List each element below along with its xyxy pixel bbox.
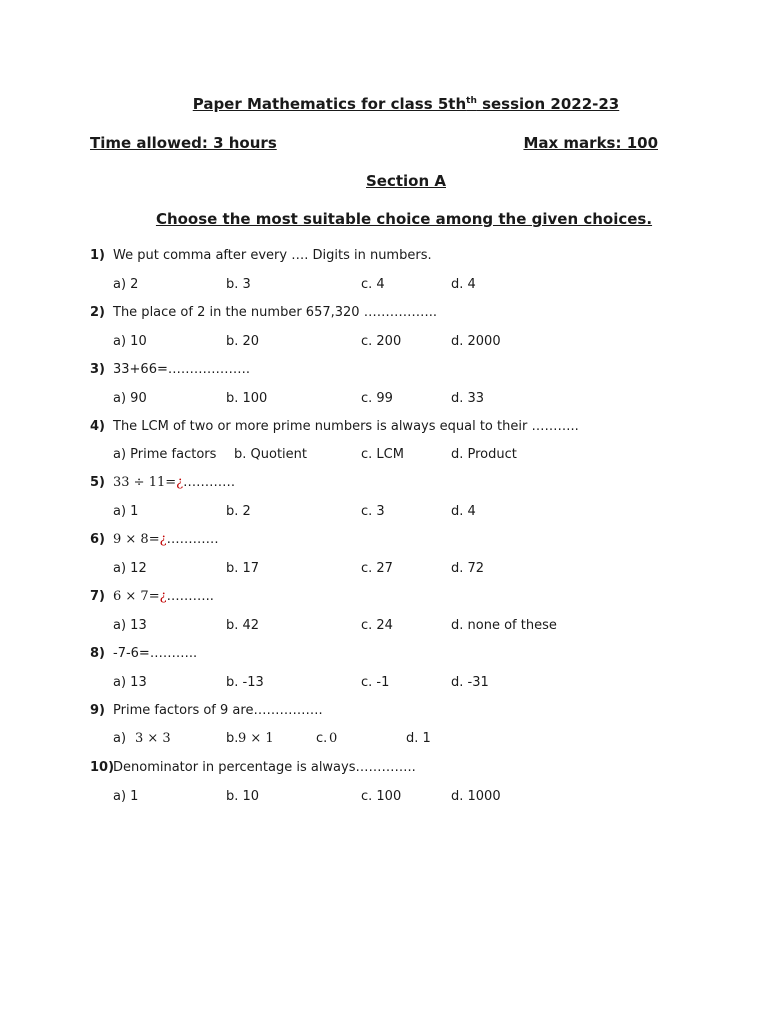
question-text	[113, 589, 214, 604]
question-number: 8)	[90, 646, 105, 661]
question-text: -7-6=………..	[113, 646, 198, 661]
title-session: session 2022-23	[476, 95, 620, 113]
option-c: c. 99	[361, 391, 393, 406]
option-a-expression: 3 × 3	[135, 731, 171, 746]
option-c: c. LCM	[361, 447, 404, 462]
option-d: d. -31	[451, 675, 489, 690]
option-b: b. 42	[226, 618, 260, 633]
option-d: d. 72	[451, 561, 485, 576]
section-heading: Section A	[366, 172, 446, 190]
question-mark-glyph: ¿	[176, 475, 184, 490]
paper-title	[0, 95, 768, 113]
options-7	[113, 618, 713, 636]
option-b-label: b.	[226, 731, 239, 746]
option-b: b. 2	[226, 504, 251, 519]
question-number: 5)	[90, 475, 105, 490]
math-expression: 6 × 7=	[113, 589, 160, 604]
question-text: We put comma after every …. Digits in numbers.	[113, 248, 432, 263]
option-a: a) 90	[113, 391, 147, 406]
options-2	[113, 334, 713, 352]
question-text: The place of 2 in the number 657,320 ……………..	[113, 305, 437, 320]
math-expression: 9 × 8=	[113, 532, 160, 547]
question-text: Denominator in percentage is always…………..	[113, 760, 416, 775]
option-d: d. Product	[451, 447, 517, 462]
option-a: a) Prime factors	[113, 447, 217, 462]
title-main: Paper Mathematics for class 5th	[192, 95, 467, 113]
option-a: a) 2	[113, 277, 139, 292]
option-d: d. 2000	[451, 334, 501, 349]
option-a: a) 1	[113, 789, 139, 804]
option-c: c. 3	[361, 504, 385, 519]
question-text: The LCM of two or more prime numbers is always equal to their ………..	[113, 419, 579, 434]
option-c: c. 4	[361, 277, 385, 292]
option-b: b. 17	[226, 561, 260, 576]
question-number: 6)	[90, 532, 105, 547]
question-text: Prime factors of 9 are…………….	[113, 703, 323, 718]
option-b: b. 3	[226, 277, 251, 292]
options-8	[113, 675, 713, 693]
option-a: a) 10	[113, 334, 147, 349]
options-9	[113, 731, 713, 749]
option-c-label: c.	[316, 731, 328, 746]
option-c: c. 200	[361, 334, 402, 349]
question-text: 33+66=……………….	[113, 362, 251, 377]
question-mark-glyph: ¿	[159, 532, 167, 547]
options-10	[113, 789, 713, 807]
option-c: c. -1	[361, 675, 390, 690]
math-expression: 33 ÷ 11=	[113, 475, 177, 490]
title-superscript: th	[466, 96, 477, 106]
option-a: a) 1	[113, 504, 139, 519]
question-number: 10)	[90, 760, 115, 775]
option-c-expression: 0	[329, 731, 338, 746]
question-number: 3)	[90, 362, 105, 377]
option-a-label: a)	[113, 731, 127, 746]
option-c: c. 100	[361, 789, 402, 804]
answer-blank: …………	[183, 475, 236, 490]
option-b: b. -13	[226, 675, 264, 690]
option-d: d. 4	[451, 504, 476, 519]
options-5	[113, 504, 713, 522]
question-text	[113, 475, 235, 490]
option-b: b. 20	[226, 334, 260, 349]
answer-blank: ………..	[166, 589, 214, 604]
option-d: d. 4	[451, 277, 476, 292]
options-3	[113, 391, 713, 409]
option-b: b. 10	[226, 789, 260, 804]
option-a: a) 13	[113, 618, 147, 633]
options-1	[113, 277, 713, 295]
option-c: c. 24	[361, 618, 393, 633]
question-number: 1)	[90, 248, 105, 263]
option-b: b. 100	[226, 391, 268, 406]
option-d: d. 1000	[451, 789, 501, 804]
option-a: a) 13	[113, 675, 147, 690]
option-d: d. none of these	[451, 618, 557, 633]
instruction-heading: Choose the most suitable choice among the given choices.	[155, 210, 653, 228]
question-number: 9)	[90, 703, 105, 718]
time-allowed: Time allowed: 3 hours	[90, 134, 277, 152]
question-number: 4)	[90, 419, 105, 434]
question-text	[113, 532, 219, 547]
options-4	[113, 447, 713, 465]
option-d: d. 33	[451, 391, 485, 406]
option-d: d. 1	[406, 731, 431, 746]
question-number: 2)	[90, 305, 105, 320]
option-a: a) 12	[113, 561, 147, 576]
options-6	[113, 561, 713, 579]
option-b: b. Quotient	[234, 447, 307, 462]
option-c: c. 27	[361, 561, 393, 576]
question-mark-glyph: ¿	[159, 589, 167, 604]
answer-blank: …………	[166, 532, 219, 547]
option-b-expression: 9 × 1	[238, 731, 274, 746]
max-marks: Max marks: 100	[523, 134, 658, 152]
question-number: 7)	[90, 589, 105, 604]
